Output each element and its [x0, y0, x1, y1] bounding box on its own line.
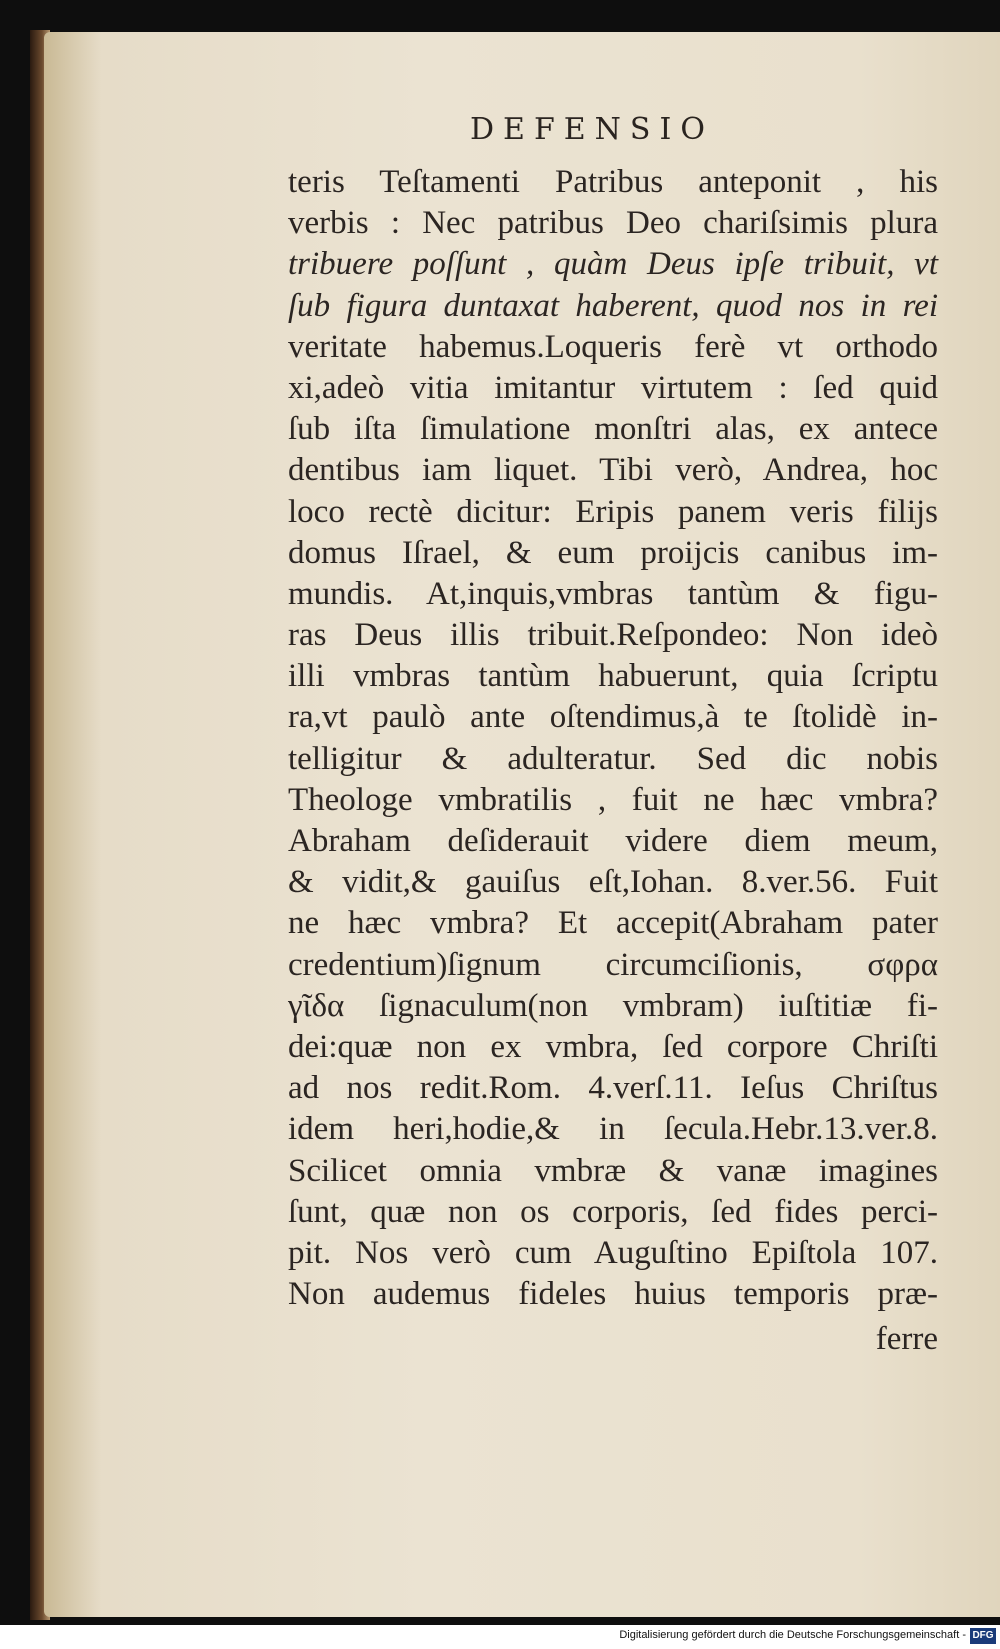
text-line: dei:quæ non ex vmbra, ſed corpore Chriſti: [288, 1028, 938, 1065]
text-line: ad nos redit.Rom. 4.verſ.11. Ieſus Chriſtus: [288, 1070, 938, 1107]
text-line: loco rectè dicitur: Eripis panem veris filijs: [288, 493, 938, 530]
text-line: credentium)ſignum circumciſionis, σφρα: [288, 946, 938, 983]
running-header: DEFENSIO: [470, 112, 714, 147]
text-line: ra,vt paulò ante oſtendimus,à te ſtolidè in-: [288, 699, 938, 736]
text-line: Non audemus fideles huius temporis præ-: [288, 1276, 938, 1313]
footer-bar: [0, 1625, 1000, 1649]
text-line: ſub figura duntaxat haberent, quod nos in rei: [288, 287, 938, 324]
text-line: telligitur & adulteratur. Sed dic nobis: [288, 740, 938, 777]
text-line: verbis : Nec patribus Deo chariſsimis plura: [288, 205, 938, 242]
text-line: pit. Nos verò cum Auguſtino Epiſtola 107.: [288, 1234, 938, 1271]
text-line: γῖδα ſignaculum(non vmbram) iuſtitiæ fi-: [288, 987, 938, 1024]
text-line: domus Iſrael, & eum proijcis canibus im-: [288, 534, 938, 571]
funding-credit: Digitalisierung gefördert durch die Deutsche Forschungsgemeinschaft -: [619, 1629, 966, 1641]
catchword: ferre: [875, 1321, 938, 1358]
dfg-logo: DFG: [970, 1628, 996, 1644]
text-line: xi,adeò vitia imitantur virtutem : ſed quid: [288, 369, 938, 406]
text-line: & vidit,& gauiſus eſt,Iohan. 8.ver.56. Fuit: [288, 864, 938, 901]
text-line: idem heri,hodie,& in ſecula.Hebr.13.ver.8.: [288, 1111, 938, 1148]
text-line: Abraham deſiderauit videre diem meum,: [288, 823, 938, 859]
text-line: veritate habemus.Loqueris ferè vt orthodo: [288, 328, 938, 365]
text-line: teris Teſtamenti Patribus anteponit , his: [288, 164, 938, 200]
text-line: illi vmbras tantùm habuerunt, quia ſcriptu: [288, 658, 938, 695]
text-line: Scilicet omnia vmbræ & vanæ imagines: [288, 1152, 938, 1189]
text-line: ne hæc vmbra? Et accepit(Abraham pater: [288, 905, 938, 942]
text-line: Theologe vmbratilis , fuit ne hæc vmbra?: [288, 781, 938, 818]
text-line: ras Deus illis tribuit.Reſpondeo: Non ideò: [288, 617, 938, 654]
text-line: tribuere poſſunt , quàm Deus ipſe tribuit, vt: [288, 246, 938, 283]
body-text: [288, 162, 938, 1360]
text-line: ſunt, quæ non os corporis, ſed fides perci-: [288, 1193, 938, 1230]
text-line: mundis. At,inquis,vmbras tantùm & figu-: [288, 575, 938, 612]
text-line: dentibus iam liquet. Tibi verò, Andrea, hoc: [288, 452, 938, 489]
text-line: ſub iſta ſimulatione monſtri alas, ex antece: [288, 411, 938, 448]
